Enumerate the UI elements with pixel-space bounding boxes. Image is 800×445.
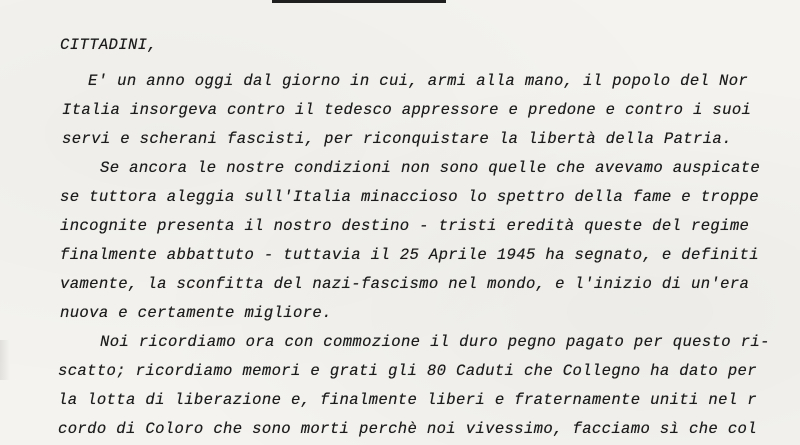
text-line-10: Noi ricordiamo ora con commozione il duro pegno pagato per questo ri-	[100, 333, 770, 351]
text-line-2: Italia insorgeva contro il tedesco appressore e predone e contro i suoi	[62, 101, 752, 119]
text-line-6: incognite presenta il nostro destino - tristi eredità queste del regime	[60, 217, 750, 235]
text-line-12: la lotta di liberazione e, finalmente liberi e fraternamente uniti nel r	[58, 391, 757, 409]
text-line-13: cordo di Coloro che sono morti perchè noi vivessimo, facciamo sì che col	[58, 420, 757, 438]
text-line-8: vamente, la sconfitta del nazi-fascismo nel mondo, e l'inizio di un'era	[60, 275, 750, 293]
salutation: CITTADINI,	[60, 36, 158, 54]
text-line-1: E' un anno oggi dal giorno in cui, armi alla mano, il popolo del Nor	[88, 72, 749, 90]
text-line-11: scatto; ricordiamo memori e grati gli 80 Caduti che Collegno ha dato per	[58, 362, 757, 380]
text-line-9: nuova e certamente migliore.	[60, 304, 332, 322]
paper-edge-shadow	[0, 340, 10, 380]
text-line-3: servi e scherani fascisti, per riconquistare la libertà della Patria.	[62, 130, 732, 148]
text-line-4: Se ancora le nostre condizioni non sono quelle che avevamo auspicate	[100, 159, 761, 177]
text-line-7: finalmente abbattuto - tuttavia il 25 Aprile 1945 ha segnato, e definiti	[60, 246, 759, 264]
text-line-5: se tuttora aleggia sull'Italia minaccioso lo spettro della fame e troppe	[60, 188, 759, 206]
header-underline	[272, 0, 446, 3]
